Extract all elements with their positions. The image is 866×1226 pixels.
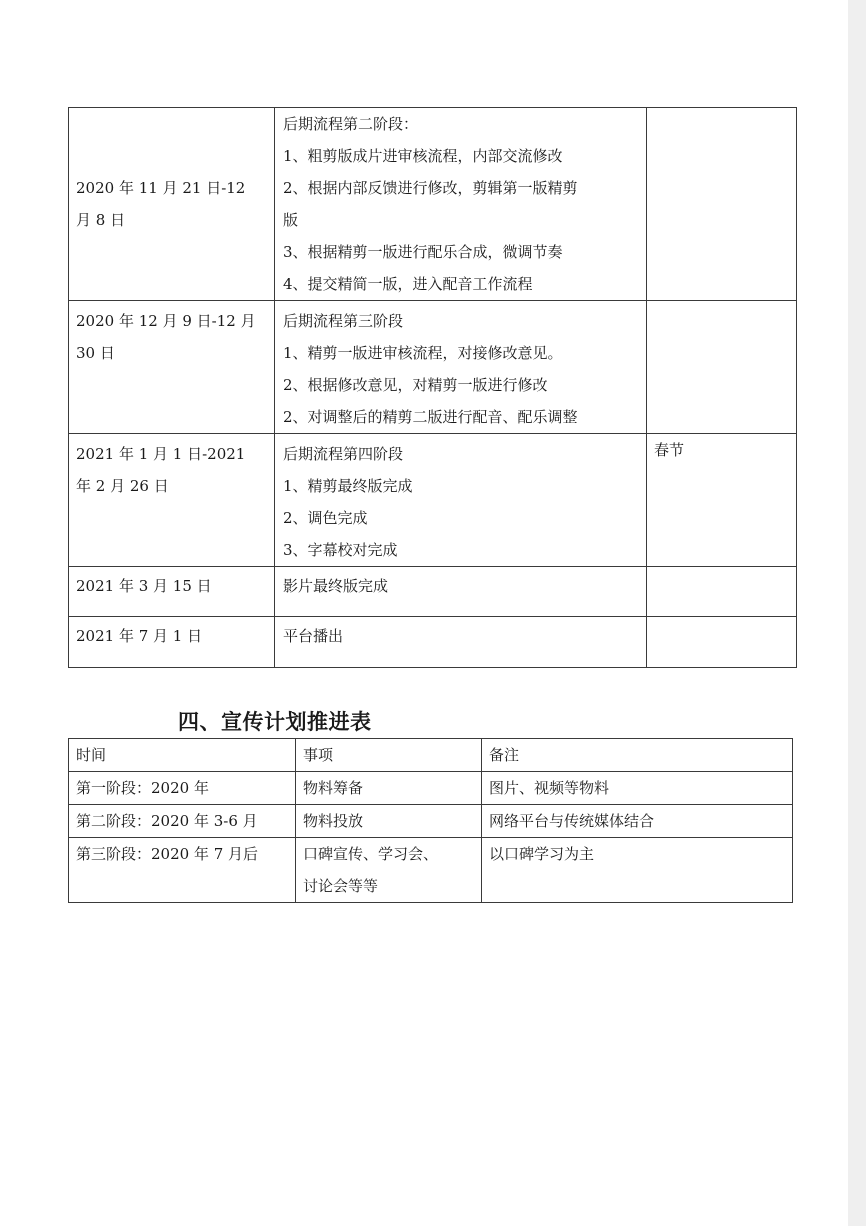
task-line: 2、根据内部反馈进行修改，剪辑第一版精剪 (283, 179, 578, 197)
task-cell (275, 434, 647, 567)
time-cell: 第三阶段：2020 年 7 月后 (69, 838, 296, 903)
date-line: 2020 年 11 月 21 日-12 (76, 179, 246, 197)
table-row (69, 301, 797, 434)
task-line: 1、粗剪版成片进审核流程，内部交流修改 (283, 147, 563, 165)
task-line: 1、精剪一版进审核流程，对接修改意见。 (283, 344, 563, 362)
post-production-schedule-table (68, 107, 797, 668)
promotion-plan-table (68, 738, 793, 903)
item-cell (296, 838, 482, 903)
note-cell (647, 108, 797, 301)
date-cell (69, 301, 275, 434)
date-cell (69, 567, 275, 617)
note-cell (647, 617, 797, 668)
date-cell (69, 434, 275, 567)
column-header-time: 时间 (69, 739, 296, 772)
item-line: 讨论会等等 (303, 877, 379, 895)
task-cell (275, 108, 647, 301)
time-cell: 第一阶段：2020 年 (69, 772, 296, 805)
item-cell: 物料筹备 (296, 772, 482, 805)
date-line: 年 2 月 26 日 (76, 477, 169, 495)
date-line: 月 8 日 (76, 211, 126, 229)
task-line: 2、对调整后的精剪二版进行配音、配乐调整 (283, 408, 578, 426)
item-cell: 物料投放 (296, 805, 482, 838)
note-text: 春节 (654, 441, 685, 459)
note-cell (647, 567, 797, 617)
table-row (69, 567, 797, 617)
date-line: 2021 年 3 月 15 日 (76, 577, 212, 595)
task-line: 1、精剪最终版完成 (283, 477, 413, 495)
task-line: 后期流程第二阶段： (283, 115, 419, 133)
section-heading: 四、宣传计划推进表 (178, 710, 372, 734)
task-line: 平台播出 (283, 627, 344, 645)
table-row (69, 108, 797, 301)
date-line: 2021 年 7 月 1 日 (76, 627, 203, 645)
task-line: 3、字幕校对完成 (283, 541, 398, 559)
date-line: 2020 年 12 月 9 日-12 月 (76, 312, 256, 330)
note-cell (647, 301, 797, 434)
table-row (69, 805, 793, 838)
column-header-item: 事项 (296, 739, 482, 772)
table-row (69, 838, 793, 903)
task-line: 3、根据精剪一版进行配乐合成，微调节奏 (283, 243, 563, 261)
note-cell (647, 434, 797, 567)
task-line: 后期流程第四阶段 (283, 445, 404, 463)
task-cell (275, 301, 647, 434)
table-row (69, 617, 797, 668)
task-line: 4、提交精简一版，进入配音工作流程 (283, 275, 533, 293)
date-cell (69, 617, 275, 668)
column-header-note: 备注 (482, 739, 793, 772)
note-cell: 图片、视频等物料 (482, 772, 793, 805)
time-cell: 第二阶段：2020 年 3-6 月 (69, 805, 296, 838)
task-line: 后期流程第三阶段 (283, 312, 404, 330)
table-row (69, 434, 797, 567)
page-margin (848, 0, 866, 1226)
task-line: 2、调色完成 (283, 509, 368, 527)
task-cell (275, 617, 647, 668)
date-cell (69, 108, 275, 301)
table-header-row (69, 739, 793, 772)
item-line: 口碑宣传、学习会、 (303, 845, 439, 863)
note-cell: 网络平台与传统媒体结合 (482, 805, 793, 838)
date-line: 30 日 (76, 344, 115, 362)
note-cell: 以口碑学习为主 (482, 838, 793, 903)
task-cell (275, 567, 647, 617)
task-line: 2、根据修改意见，对精剪一版进行修改 (283, 376, 548, 394)
task-line: 影片最终版完成 (283, 577, 389, 595)
task-line: 版 (283, 211, 299, 229)
table-row (69, 772, 793, 805)
date-line: 2021 年 1 月 1 日-2021 (76, 445, 246, 463)
